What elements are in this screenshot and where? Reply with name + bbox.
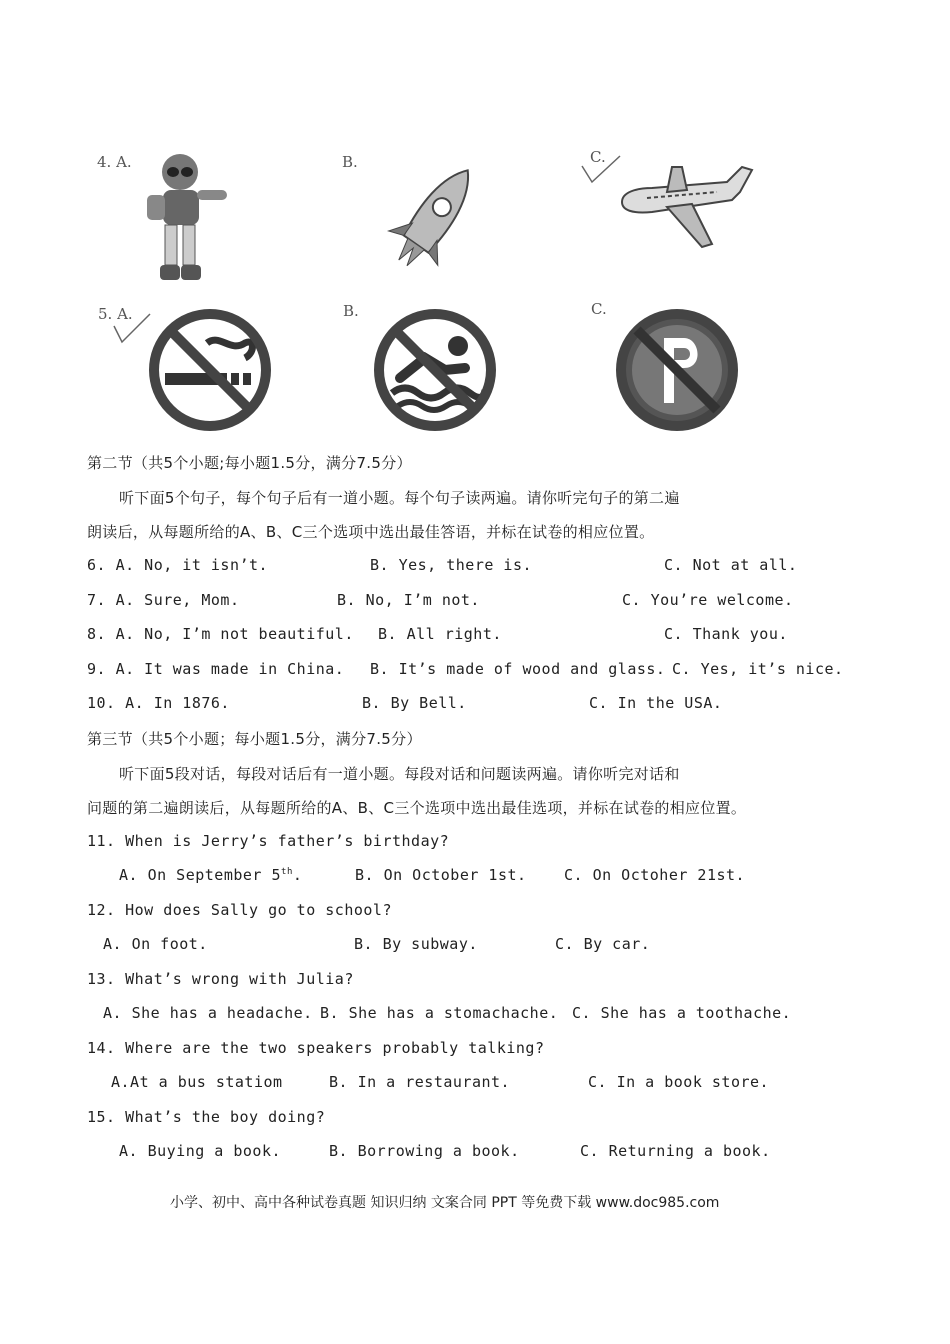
airplane-icon [612,162,757,252]
footer-text: 小学、初中、高中各种试卷真题 知识归纳 文案合同 PPT 等免费下载 www.doc985.com [170,1195,720,1211]
q10-option-a: 10. A. In 1876. [87,694,230,712]
q14-option-a: A.At a bus statiom [111,1073,283,1091]
q4-b-label: B. [342,153,358,171]
q8-option-b: B. All right. [378,625,502,643]
q15-option-a: A. Buying a book. [119,1142,282,1160]
q15-question: 15. What’s the boy doing? [87,1108,326,1126]
robot-icon [135,150,235,285]
q13-option-a: A. She has a headache. [103,1004,313,1022]
rocket-icon [375,155,495,280]
q6-option-a: 6. A. No, it isn’t. [87,556,269,574]
q10-option-c: C. In the USA. [589,694,723,712]
q9-option-c: C. Yes, it’s nice. [672,660,844,678]
q14-option-b: B. In a restaurant. [329,1073,511,1091]
q6-option-c: C. Not at all. [664,556,798,574]
q5-b-label: B. [343,302,359,320]
q12-option-a: A. On foot. [103,935,208,953]
q15-option-b: B. Borrowing a book. [329,1142,520,1160]
q11-option-a: A. On September 5th. [119,866,303,884]
q10-option-b: B. By Bell. [362,694,467,712]
q13-option-c: C. She has a toothache. [572,1004,792,1022]
section2-title: 第二节（共5个小题;每小题1.5分，满分7.5分） [87,454,412,472]
q13-option-b: B. She has a stomachache. [320,1004,559,1022]
no-smoking-icon [145,308,275,433]
q5-label: 5. A. [98,305,133,323]
q4-label: 4. A. [97,153,132,171]
q8-option-a: 8. A. No, I’m not beautiful. [87,625,354,643]
q12-option-b: B. By subway. [354,935,478,953]
q14-question: 14. Where are the two speakers probably talking? [87,1039,545,1057]
q9-option-a: 9. A. It was made in China. [87,660,345,678]
q7-option-a: 7. A. Sure, Mom. [87,591,240,609]
q9-option-b: B. It’s made of wood and glass. [370,660,666,678]
q12-option-c: C. By car. [555,935,651,953]
q14-option-c: C. In a book store. [588,1073,770,1091]
section3-instruction-2: 问题的第二遍朗读后，从每题所给的A、B、C三个选项中选出最佳选项，并标在试卷的相应位置。 [87,799,747,817]
q7-option-c: C. You’re welcome. [622,591,794,609]
section2-instruction-2: 朗读后，从每题所给的A、B、C三个选项中选出最佳答语，并标在试卷的相应位置。 [87,523,655,541]
q7-option-b: B. No, I’m not. [337,591,480,609]
q11-option-c: C. On Octoher 21st. [564,866,746,884]
q13-question: 13. What’s wrong with Julia? [87,970,354,988]
q15-option-c: C. Returning a book. [580,1142,771,1160]
section3-title: 第三节（共5个小题；每小题1.5分，满分7.5分） [87,730,422,748]
q4-c-label: C. [590,148,606,166]
q12-question: 12. How does Sally go to school? [87,901,392,919]
q11-option-b: B. On October 1st. [355,866,527,884]
q11-question: 11. When is Jerry’s father’s birthday? [87,832,450,850]
q5-c-label: C. [591,300,607,318]
no-swimming-icon [370,308,500,433]
section2-instruction-1: 听下面5个句子，每个句子后有一道小题。每个句子读两遍。请你听完句子的第二遍 [119,489,680,507]
q8-option-c: C. Thank you. [664,625,788,643]
section3-instruction-1: 听下面5段对话，每段对话后有一道小题。每段对话和问题读两遍。请你听完对话和 [119,765,680,783]
q6-option-b: B. Yes, there is. [370,556,533,574]
no-parking-icon [612,308,742,433]
